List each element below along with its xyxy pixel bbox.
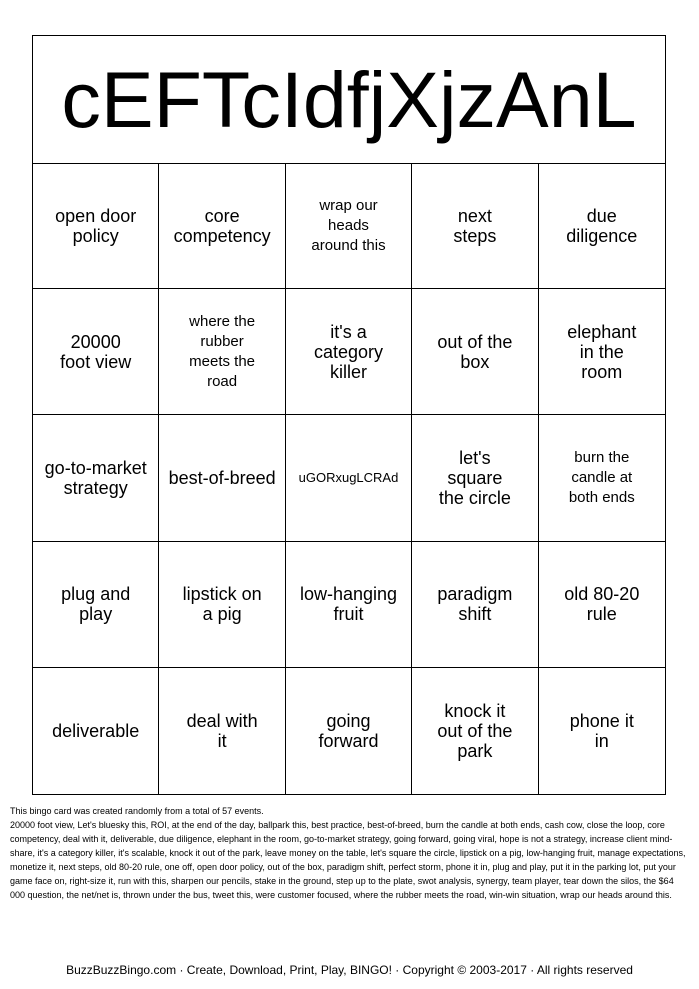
bingo-cell-free: uGORxugLCRAd (286, 415, 412, 541)
page-footer: BuzzBuzzBingo.com · Create, Download, Print, Play, BINGO! · Copyright © 2003-2017 · All rights reserved (66, 963, 633, 977)
description-intro: This bingo card was created randomly from a total of 57 events. (10, 806, 264, 816)
bingo-title: cEFTcIdfjXjzAnL (61, 55, 637, 144)
bingo-cell-5-2: deal with it (159, 668, 285, 794)
bingo-cell-1-1: open door policy (33, 163, 159, 289)
bingo-cell-4-1: plug and play (33, 542, 159, 668)
bingo-cell-5-5: phone it in (569, 710, 634, 751)
bingo-cell-2-1: 20000 foot view (33, 289, 159, 415)
bingo-cell-3-4: let's square the circle (412, 415, 538, 541)
bingo-cell-3-1: go-to-market strategy (33, 415, 159, 541)
bingo-title-box (33, 36, 665, 164)
bingo-cell-2-5: elephant in the room (539, 289, 665, 415)
bingo-cell-5-1: deliverable (33, 668, 159, 794)
bingo-cell-1-2: core competency (159, 163, 285, 289)
bingo-cell-5-4: knock it out of the park (412, 668, 538, 794)
bingo-cell-5-3: going forward (286, 668, 412, 794)
bingo-grid (33, 163, 665, 794)
bingo-cell-4-2: lipstick on a pig (159, 542, 285, 668)
bingo-cell-2-2: where the rubber meets the road (159, 289, 285, 415)
card-description (10, 804, 690, 902)
bingo-card (32, 35, 666, 795)
description-events: 20000 foot view, Let's bluesky this, ROI, at the end of the day, ballpark this, best practice, best-of-breed, burn the candle at both ends, cash cow, close the loop, core competency, deal with it, deliverable, due diligence, elephant in the room, go-to-market strategy, going forward, going viral, hope is not a strategy, increase client mind-share, it's a category killer, it's scalable, knock it out of the park, leave money on the table, let's square the circle, lipstick on a pig, low-hanging fruit, manage expectations, monetize it, next steps, old 80-20 rule, one off, open door policy, out of the box, paradigm shift, perfect storm, phone it in, plug and play, put it in the parking lot, put your game face on, right-size it, run with this, sharpen our pencils, stake in the ground, step up to the plate, swot analysis, synergy, team player, tear down the silos, the $64 000 question, the net/net is, thrown under the bus, tweet this, were customer focused, where the rubber meets the road, win-win situation, wrap our heads around this. (10, 820, 686, 900)
bingo-cell-4-3: low-hanging fruit (286, 542, 412, 668)
bingo-cell-2-4: out of the box (412, 289, 538, 415)
bingo-cell-3-5: burn the candle at both ends (539, 415, 665, 541)
bingo-cell-3-2: best-of-breed (159, 415, 285, 541)
bingo-cell-1-5: due diligence (539, 163, 665, 289)
bingo-cell-1-4: next steps (412, 163, 538, 289)
bingo-cell-1-3: wrap our heads around this (286, 163, 412, 289)
bingo-cell-4-5: old 80-20 rule (539, 542, 665, 668)
bingo-cell-4-4: paradigm shift (412, 542, 538, 668)
bingo-cell-2-3: it's a category killer (286, 289, 412, 415)
